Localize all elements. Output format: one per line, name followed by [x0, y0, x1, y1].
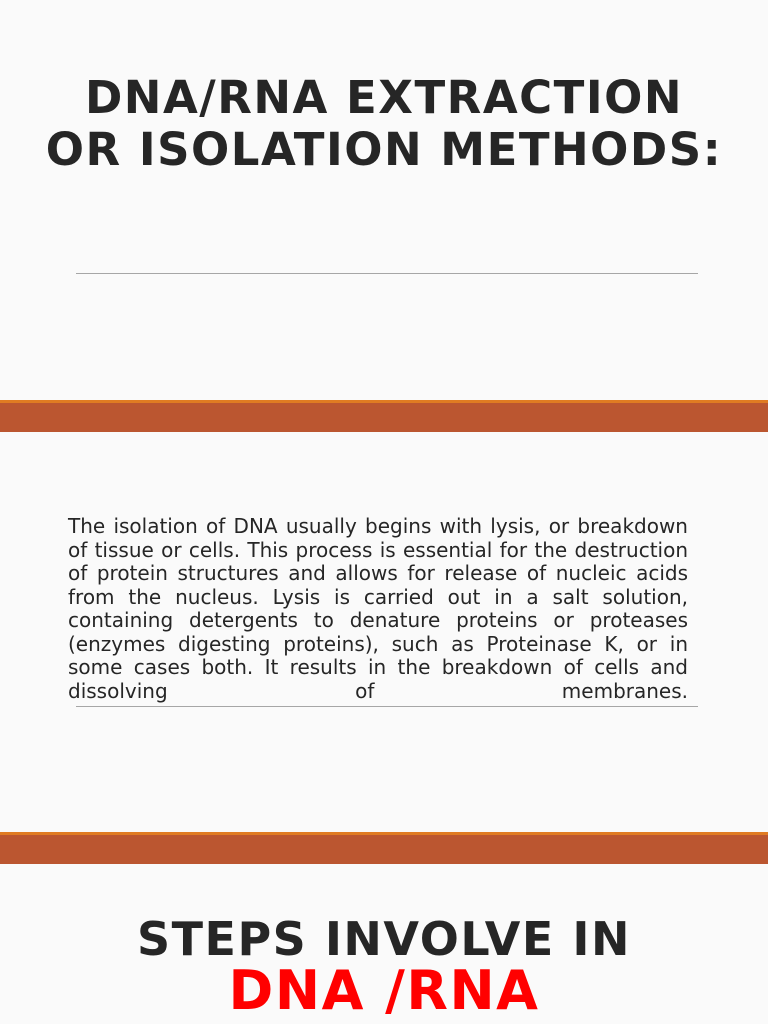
- steps-heading: STEPS INVOLVE IN: [137, 912, 631, 966]
- lysis-paragraph: The isolation of DNA usually begins with lysis, or breakdown of tissue or cells. This process is essential for the destruction of protein structures and allows for release of nucleic acids from the nucleus. Lysis is carried out in a salt solution, containing detergents to denature proteins or proteases (enzymes digesting proteins), such as Proteinase K, or in some cases both. It results in the breakdown of cells and dissolving of membranes.: [68, 514, 688, 703]
- slide-1: [0, 0, 768, 400]
- paragraph-divider: [76, 706, 698, 707]
- slide-2: [0, 432, 768, 832]
- slide-title: DNA/RNA EXTRACTION OR ISOLATION METHODS:: [45, 71, 723, 176]
- title-divider: [76, 273, 698, 274]
- slide-separator-band: [0, 400, 768, 432]
- steps-heading-highlight: DNA /RNA: [228, 959, 540, 1022]
- slide-3: [0, 864, 768, 1024]
- slide-separator-band: [0, 832, 768, 864]
